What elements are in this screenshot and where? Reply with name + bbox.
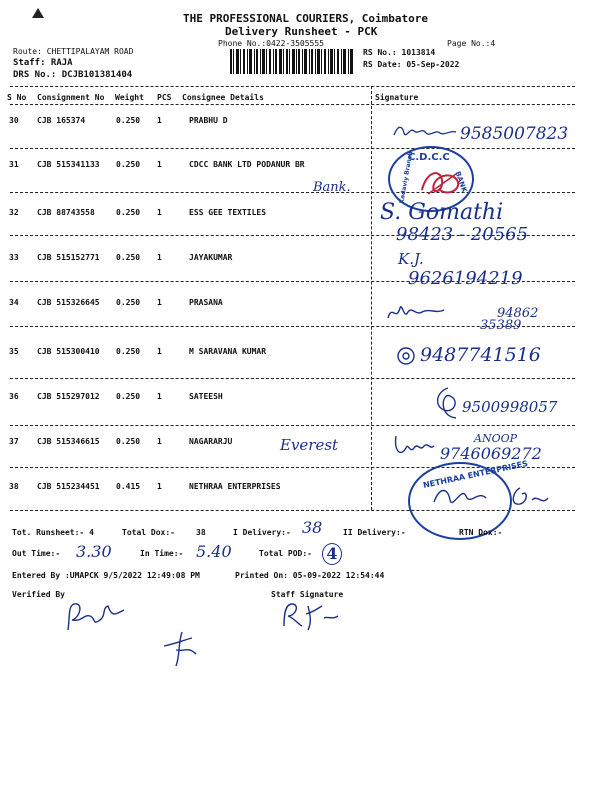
cell-sno: 37 [9,437,19,446]
cell-weight: 0.250 [116,160,141,169]
rs-number: RS No.: 1013814 [363,48,436,57]
handwritten-phone-34b: 35389 [480,318,522,333]
cell-consignment: CJB 165374 [37,116,86,125]
cell-sno: 36 [9,392,19,401]
handwritten-everest: Everest [280,436,339,454]
cell-consignment: CJB 515297012 [37,392,100,401]
verified-signature [62,596,132,636]
cell-sno: 34 [9,298,19,307]
runsheet-subtitle: Delivery Runsheet - PCK [225,25,378,38]
cell-consignment: CJB 515234451 [37,482,100,491]
at-sign-35 [396,346,416,366]
col-header-pcs: PCS [157,93,172,102]
cell-consignment: CJB 515346615 [37,437,100,446]
col-header-weight: Weight [115,93,144,102]
handwritten-name-32: S. Gomathi [380,200,504,225]
table-top-rule [10,86,575,87]
cell-pcs: 1 [157,392,162,401]
cell-consignee: JAYAKUMAR [189,253,233,262]
cell-consignee: CDCC BANK LTD PODANUR BR [189,160,305,169]
barcode [230,49,354,74]
page-number: Page No.:4 [447,39,496,48]
col-header-sno: S No [7,93,27,102]
handwritten-phone-35: 9487741516 [420,344,541,366]
verified-by-label: Verified By [12,590,65,599]
cell-weight: 0.415 [116,482,141,491]
cell-consignment: CJB 515326645 [37,298,100,307]
handwritten-phone-36: 9500998057 [462,398,558,416]
total-dox-value: 38 [196,528,206,537]
cell-consignee: M SARAVANA KUMAR [189,347,267,356]
total-pod-label: Total POD:- [259,549,312,558]
cell-consignee: ESS GEE TEXTILES [189,208,267,217]
cell-sno: 35 [9,347,19,356]
company-title: THE PROFESSIONAL COURIERS, Coimbatore [183,12,429,25]
out-time-label: Out Time:- [12,549,61,558]
entered-by: Entered By :UMAPCK 9/5/2022 12:49:08 PM [12,571,200,580]
signature-30 [392,121,458,141]
cell-pcs: 1 [157,160,162,169]
ii-delivery-label: II Delivery:- [343,528,406,537]
signature-38 [428,480,552,512]
bank-stamp-right: BANK [453,170,469,194]
row-separator [10,148,575,149]
cell-consignee: NAGARARJU [189,437,233,446]
cell-sno: 31 [9,160,19,169]
rtn-dox-label: RTN Dox:- [459,528,503,537]
cell-consignee: PRABHU D [189,116,228,125]
cell-sno: 38 [9,482,19,491]
cell-pcs: 1 [157,437,162,446]
handwritten-phone-33: 9626194219 [408,268,523,289]
col-header-consignment: Consignment No [37,93,105,102]
handwritten-in-time: 5.40 [196,542,232,561]
handwritten-out-time: 3.30 [76,542,112,561]
signature-34 [386,300,446,324]
cell-consignee: SATEESH [189,392,223,401]
cell-pcs: 1 [157,253,162,262]
bank-stamp-left: Kadaviy Branch [398,150,415,205]
printed-on: Printed On: 05-09-2022 12:54:44 [235,571,385,580]
cell-sno: 33 [9,253,19,262]
bank-stamp-top: C.D.C.C [408,152,450,163]
cell-weight: 0.250 [116,437,141,446]
header-bottom-rule [10,104,575,105]
cell-pcs: 1 [157,482,162,491]
cell-weight: 0.250 [116,253,141,262]
cell-pcs: 1 [157,208,162,217]
in-time-label: In Time:- [140,549,184,558]
phone-number: Phone No.:0422-3505555 [218,39,324,48]
cell-consignee: NETHRAA ENTERPRISES [189,482,281,491]
handwritten-phone-34a: 94862 [497,306,539,321]
drs-number: DRS No.: DCJB101381404 [13,70,133,80]
nethraa-stamp-text: NETHRAA ENTERPRISES [422,458,529,491]
staff: Staff: RAJA [13,58,73,68]
row-separator [10,192,575,193]
signature-36 [430,386,466,420]
cell-pcs: 1 [157,347,162,356]
signature-column-divider [371,86,372,510]
cell-weight: 0.250 [116,347,141,356]
col-header-signature: Signature [375,93,419,102]
handwritten-initials-33: K.J. [398,250,424,268]
staff-signature-label: Staff Signature [271,590,344,599]
cell-consignment: CJB 515341133 [37,160,100,169]
corner-mark-icon [30,6,46,20]
cell-consignment: CJB 515152771 [37,253,100,262]
cell-weight: 0.250 [116,392,141,401]
cell-sno: 30 [9,116,19,125]
handwritten-delivery-count: 38 [302,518,323,537]
handwritten-phone-32: 98423 - 20565 [396,224,529,245]
signature-37 [392,430,436,460]
cell-pcs: 1 [157,116,162,125]
cell-weight: 0.250 [116,208,141,217]
handwritten-bank: Bank. [313,180,351,195]
handwritten-name-37: ANOOP [474,432,518,445]
route: Route: CHETTIPALAYAM ROAD [13,47,134,56]
cell-pcs: 1 [157,298,162,307]
total-runsheet: Tot. Runsheet:- 4 [12,528,94,537]
cell-consignment: CJB 515300410 [37,347,100,356]
row-separator [10,425,575,426]
row-separator [10,378,575,379]
staff-signature [278,598,348,632]
handwritten-phone-37: 9746069272 [440,444,542,463]
cell-weight: 0.250 [116,298,141,307]
cell-sno: 32 [9,208,19,217]
rs-date: RS Date: 05-Sep-2022 [363,60,460,69]
handwritten-phone-30: 9585007823 [460,124,569,144]
cell-consignee: PRASANA [189,298,223,307]
handwritten-total-pod: 4 [322,543,342,565]
bank-signature [418,166,462,200]
total-dox-label: Total Dox:- [122,528,175,537]
i-delivery-label: I Delivery:- [233,528,291,537]
cell-weight: 0.250 [116,116,141,125]
verified-signature-2 [160,626,204,670]
cell-consignment: CJB 88743558 [37,208,95,217]
col-header-consignee: Consignee Details [182,93,264,102]
